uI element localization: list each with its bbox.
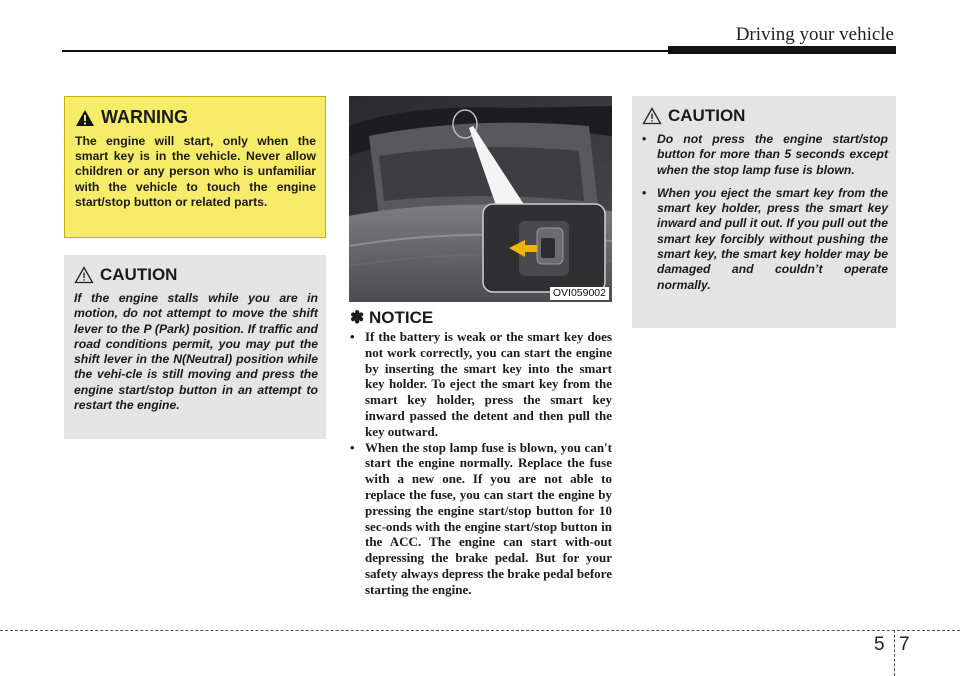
caution-item-2: • When you eject the smart key from the smart key holder, press the smart key inward and pull it out. If you pull out the smart key forcibly without pushing the smart key, the smart key holder may be damaged and couldn’t operate normally. — [642, 186, 888, 293]
header-rule — [62, 50, 668, 52]
caution-list-right — [642, 132, 888, 293]
caution-title-right: CAUTION — [668, 106, 746, 125]
caution-heading-right — [642, 106, 888, 126]
warning-text: The engine will start, only when the smart key is in the vehicle. Never allow children or any person who is unfamiliar with the vehicle to touch the engine start/stop button or related parts. — [75, 134, 316, 209]
caution-triangle-icon — [642, 107, 662, 125]
caution-box-right — [632, 96, 896, 328]
page-number: 7 — [899, 634, 910, 655]
caution-heading-left — [74, 265, 318, 285]
warning-box — [64, 96, 326, 238]
caution-title-left: CAUTION — [100, 265, 178, 284]
caution-triangle-icon — [74, 266, 94, 284]
figure-code: OVI059002 — [550, 287, 609, 300]
footer-rule — [0, 630, 960, 631]
warning-triangle-icon — [75, 109, 95, 127]
chapter-number: 5 — [874, 634, 885, 655]
notice-title: ✽ NOTICE — [350, 308, 434, 327]
glovebox-illustration — [349, 96, 612, 302]
warning-heading — [75, 107, 316, 128]
caution-item-1: • Do not press the engine start/stop button for more than 5 seconds except when the stop lamp fuse is blown. — [642, 132, 888, 178]
running-header: Driving your vehicle — [735, 24, 894, 45]
page-number-divider — [894, 630, 895, 676]
header-rule-bar — [668, 46, 896, 54]
caution-box-left — [64, 255, 326, 439]
notice-list — [350, 329, 612, 598]
smart-key-holder-photo — [349, 96, 612, 302]
notice-item-2: • When the stop lamp fuse is blown, you can't start the engine normally. Replace the fuse with a new one. If you are not able to replace the fuse, you can start the engine by pressing the engine start/stop button for 10 sec-onds with the engine start/stop button in the ACC. The engine can start with-out depressing the brake pedal. But for your safety always depress the brake pedal before starting the engine. — [350, 440, 612, 598]
caution-text-left: If the engine stalls while you are in motion, do not attempt to move the shift lever to the P (Park) position. If traffic and road conditions permit, you may put the shift lever in the N(Neutral) position while the vehi-cle is still moving and press the engine start/stop button in an attempt to restart the engine. — [74, 291, 318, 413]
notice-item-1: • If the battery is weak or the smart key does not work correctly, you can start the engine by inserting the smart key into the smart key holder. To eject the smart key from the smart key holder, press the smart key inward passed the detent and then pull the key outward. — [350, 329, 612, 440]
warning-title: WARNING — [101, 107, 188, 127]
